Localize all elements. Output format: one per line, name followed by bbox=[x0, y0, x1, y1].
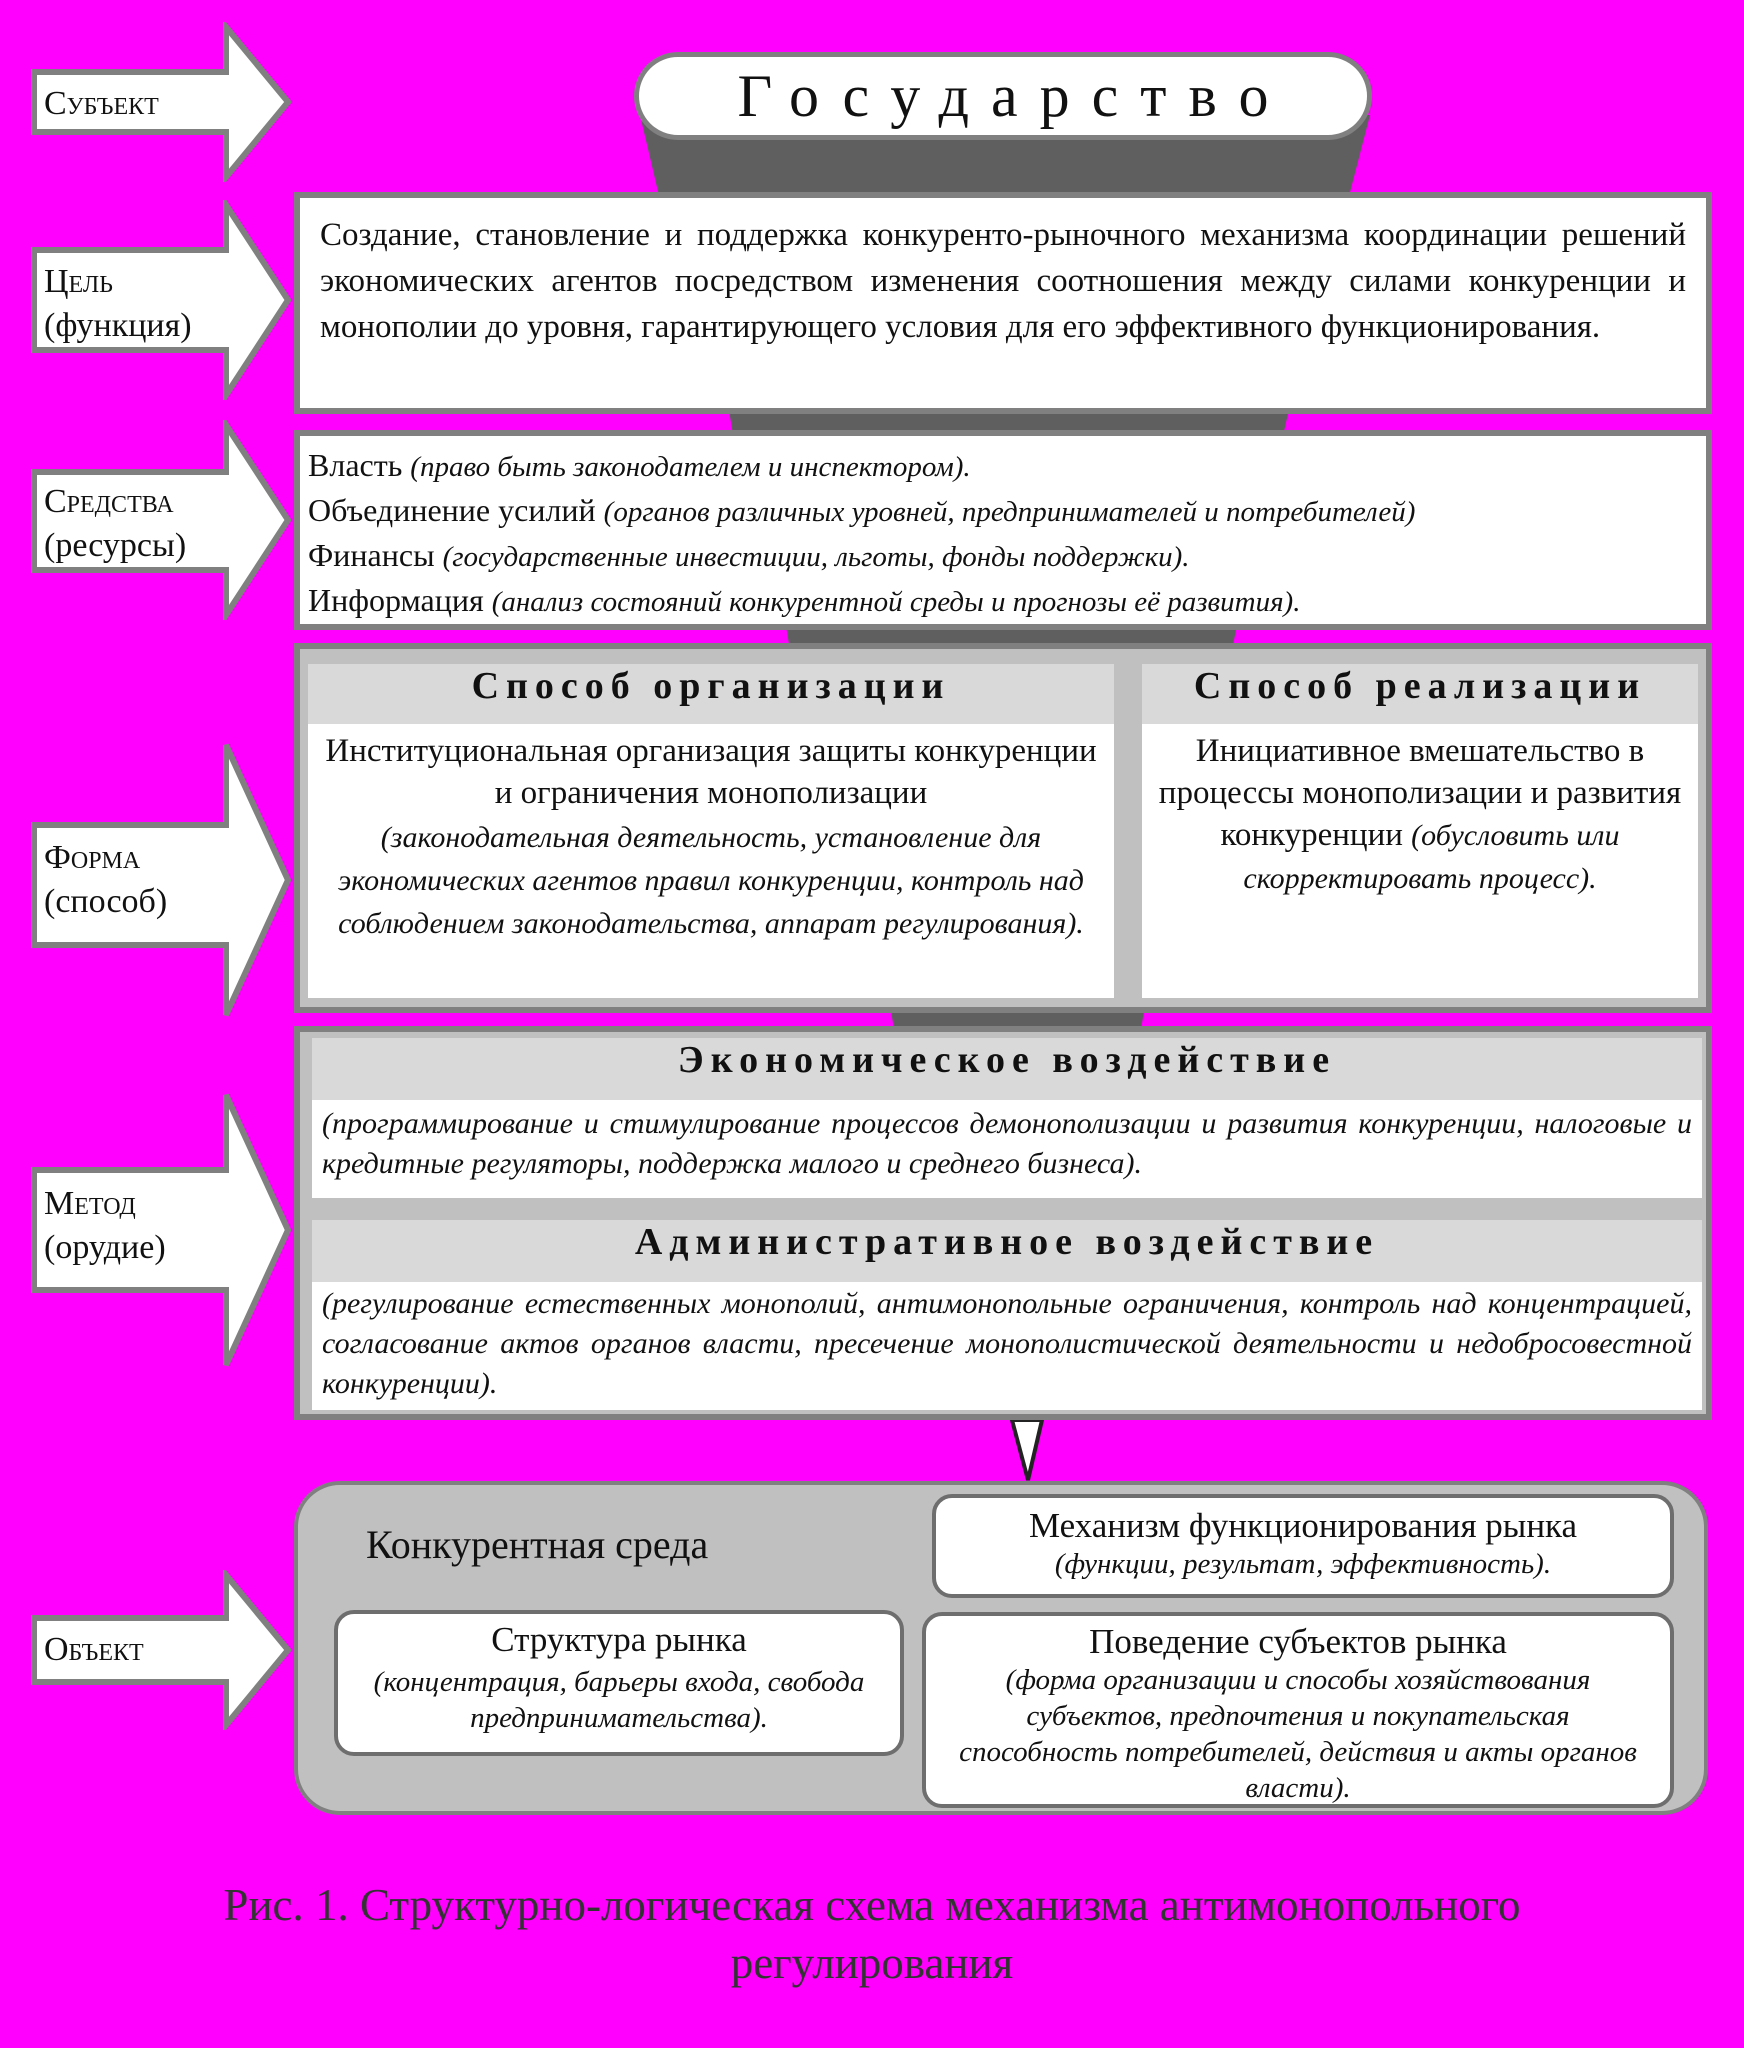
arrow-object bbox=[30, 1570, 292, 1730]
means-item-main: Информация bbox=[308, 582, 484, 618]
market-structure-title: Структура рынка bbox=[491, 1620, 747, 1659]
administrative-title: Административное воздействие bbox=[312, 1220, 1702, 1282]
means-item bbox=[300, 489, 1706, 534]
market-behavior-box bbox=[922, 1612, 1674, 1808]
arrow-method bbox=[30, 1090, 292, 1370]
means-item-main: Власть bbox=[308, 447, 403, 483]
economic-note: (программирование и стимулирование процессов демонополизации и развития конкуренции, налоговые и кредитные регуляторы, поддержка малого и среднего бизнеса). bbox=[322, 1107, 1692, 1180]
means-item-note: (органов различных уровней, предпринимателей и потребителей) bbox=[603, 496, 1416, 528]
market-structure-box bbox=[334, 1610, 904, 1756]
market-behavior-title: Поведение субъектов рынка bbox=[1089, 1622, 1507, 1661]
realization-title: Способ реализации bbox=[1142, 664, 1698, 724]
means-item-note: (анализ состояний конкурентной среды и прогнозы её развития). bbox=[491, 586, 1301, 618]
goal-box bbox=[294, 192, 1712, 414]
arrow-label: Средства bbox=[44, 483, 174, 520]
market-mechanism-note: (функции, результат, эффективность). bbox=[1054, 1548, 1552, 1580]
means-item-note: (государственные инвестиции, льготы, фонды поддержки). bbox=[442, 541, 1190, 573]
economic-title: Экономическое воздействие bbox=[312, 1038, 1702, 1100]
organization-note: (законодательная деятельность, установление для экономических агентов правил конкуренции, контроль над соблюдением законодательства, аппарат регулирования). bbox=[337, 821, 1084, 940]
realization-body bbox=[1152, 730, 1688, 900]
administrative-note: (регулирование естественных монополий, антимонопольные ограничения, контроль над концентрацией, согласование актов органов власти, пресечение монополистической деятельности и недобросовестной конкуренции). bbox=[322, 1287, 1692, 1400]
figure-caption-line1: Рис. 1. Структурно-логическая схема механизма антимонопольного bbox=[223, 1880, 1521, 1930]
arrow-label: Форма bbox=[44, 839, 141, 876]
realization-note: (обусловить или скорректировать процесс). bbox=[1243, 819, 1620, 895]
organization-note-wrap bbox=[318, 816, 1104, 945]
competitive-env-label: Конкурентная среда bbox=[366, 1522, 709, 1567]
goal-text: Создание, становление и поддержка конкуренто-рыночного механизма координации решений экономических агентов посредством изменения соотношения между силами конкуренции и монополии до уровня, гарантирующего условия для его эффективного функционирования. bbox=[320, 217, 1686, 345]
arrow-means bbox=[30, 420, 292, 620]
arrow-label: Цель bbox=[44, 263, 113, 300]
market-structure-note: (концентрация, барьеры входа, свобода предпринимательства). bbox=[373, 1666, 865, 1734]
means-item bbox=[300, 444, 1706, 489]
arrow-label-sub: (ресурсы) bbox=[44, 527, 187, 564]
organization-title: Способ организации bbox=[308, 664, 1114, 724]
arrow-label: Метод bbox=[44, 1185, 136, 1222]
arrow-goal bbox=[30, 200, 292, 400]
state-title: Государство bbox=[634, 52, 1372, 140]
arrow-label-sub: (орудие) bbox=[44, 1229, 166, 1266]
means-box bbox=[294, 430, 1712, 630]
organization-body bbox=[318, 730, 1104, 814]
market-mechanism-box bbox=[932, 1494, 1674, 1598]
arrow-label: Объект bbox=[44, 1631, 144, 1668]
arrow-label: Субъект bbox=[44, 85, 159, 122]
arrow-label-sub: (способ) bbox=[44, 883, 168, 920]
figure-caption-line2: регулирования bbox=[730, 1938, 1014, 1988]
means-item bbox=[300, 534, 1706, 579]
realization-main: Инициативное вмешательство в процессы монополизации и развития конкуренции bbox=[1158, 733, 1682, 853]
market-mechanism-title: Механизм функционирования рынка bbox=[1028, 1506, 1578, 1545]
market-behavior-note: (форма организации и способы хозяйствования субъектов, предпочтения и покупательская способность потребителей, действия и акты органов власти). bbox=[959, 1664, 1637, 1804]
means-item-main: Финансы bbox=[308, 537, 435, 573]
arrow-label-sub: (функция) bbox=[44, 307, 192, 344]
arrow-form bbox=[30, 740, 292, 1020]
arrow-subject bbox=[30, 22, 292, 182]
means-item-note: (право быть законодателем и инспектором). bbox=[410, 451, 971, 483]
means-item-main: Объединение усилий bbox=[308, 492, 596, 528]
means-item bbox=[300, 579, 1706, 624]
organization-main: Институциональная организация защиты конкуренции и ограничения монополизации bbox=[325, 733, 1097, 811]
